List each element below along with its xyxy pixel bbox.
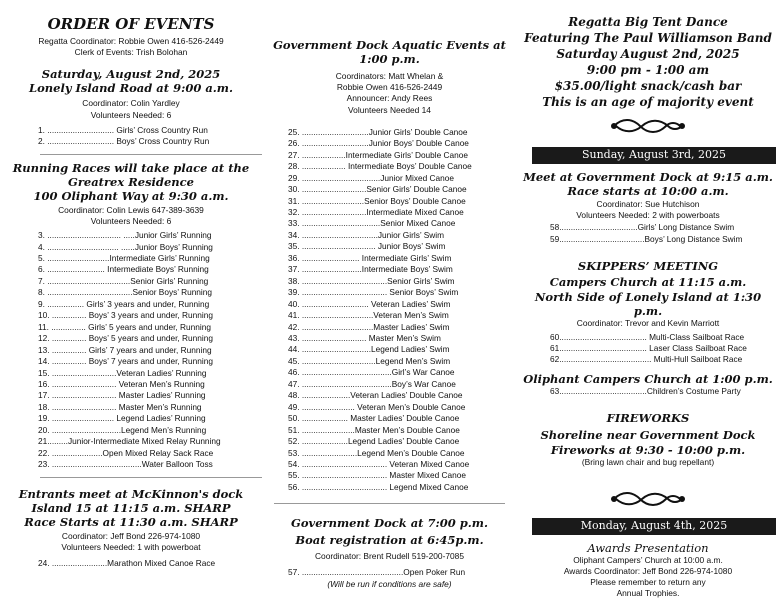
aquatic-event-list — [288, 127, 501, 494]
list-item: 58..................................Girls’ Long Distance Swim — [550, 222, 735, 233]
list-item: 36. ......................... Intermediate Girls’ Swim — [288, 252, 452, 263]
list-item: 41. ...............................Veteran Men’s Swim — [288, 310, 449, 321]
list-item: 8. .....................................Senior Boys’ Running — [38, 287, 212, 298]
list-item: 57. ............................................Open Poker Run — [288, 566, 466, 577]
list-item: 23. .......................................Water Balloon Toss — [38, 459, 213, 470]
list-item: 14. ............... Boys’ 7 years and under, Running — [38, 356, 213, 367]
list-item: 19. ........................... Legend Ladies’ Running — [38, 413, 206, 424]
regatta-coordinator: Regatta Coordinator: Robbie Owen 416-526-2449 — [38, 36, 224, 46]
aquatic-announcer: Announcer: Andy Rees — [346, 93, 433, 104]
mckinnon-volunteers: Volunteers Needed: 1 with powerboat — [61, 541, 201, 552]
list-item: 45. ................................Legend Men’s Swim — [288, 355, 451, 366]
oliphant-title: Oliphant Campers Church at 1:00 p.m. — [523, 371, 773, 386]
list-item: 56. ..................................... Legend Mixed Canoe — [288, 481, 469, 492]
list-item: 50. .................... Master Ladies’ Double Canoe — [288, 413, 460, 424]
list-item: 1. ............................. Girls’ Cross Country Run — [38, 124, 208, 135]
list-item: 53. ........................Legend Men’s Double Canoe — [288, 447, 465, 458]
swim-event-list — [550, 222, 770, 245]
list-item: 63......................................Children’s Costume Party — [550, 385, 741, 396]
list-item: 39. ..................................... Senior Boys’ Swim — [288, 287, 459, 298]
list-item: 27. ...................Intermediate Girls’ Double Canoe — [288, 149, 468, 160]
mckinnon-event-list — [38, 558, 248, 569]
running-time: 100 Oliphant Way at 9:30 a.m. — [33, 188, 229, 203]
list-item: 49. ....................... Veteran Men’s Double Canoe — [288, 401, 466, 412]
fireworks-line2: Fireworks at 9:30 - 10:00 p.m. — [550, 443, 746, 458]
list-item: 40. ............................. Veteran Ladies’ Swim — [288, 298, 451, 309]
sail-event-list — [550, 332, 770, 366]
dance-line2: Featuring The Paul Williamson Band — [524, 31, 772, 45]
awards-line3: Please remember to return any — [590, 576, 706, 587]
list-item: 2. ............................. Boys’ Cross Country Run — [38, 136, 210, 147]
skippers-line2: North Side of Lonely Island at 1:30 p.m. — [534, 290, 762, 319]
list-item: 61...................................... Laser Class Sailboat Race — [550, 342, 747, 353]
evening-title: Government Dock at 7:00 p.m. — [291, 516, 488, 531]
skippers-title: SKIPPERS’ MEETING — [577, 259, 719, 274]
awards-line4: Annual Trophies. — [616, 588, 680, 599]
dance-line6: This is an age of majority event — [542, 95, 754, 109]
list-item: 13. ............... Girls’ 7 years and under, Running — [38, 344, 212, 355]
skippers-coordinator: Coordinator: Trevor and Kevin Marriott — [576, 318, 720, 329]
list-item: 30. ............................Senior Girls’ Double Canoe — [288, 184, 467, 195]
dance-line3: Saturday August 2nd, 2025 — [556, 47, 740, 61]
evening-note: (Will be run if conditions are safe) — [327, 578, 452, 589]
list-item: 26. .............................Junior Boys’ Double Canoe — [288, 138, 469, 149]
section-divider — [40, 477, 262, 478]
list-item: 54. ..................................... Veteran Mixed Canoe — [288, 458, 470, 469]
list-item: 32. ............................Intermediate Mixed Canoe — [288, 206, 464, 217]
list-item: 55. ..................................... Master Mixed Canoe — [288, 470, 466, 481]
list-item: 12. ............... Boys’ 5 years and under, Running — [38, 333, 213, 344]
list-item: 7. ....................................Senior Girls’ Running — [38, 275, 209, 286]
list-item: 16. ............................ Veteran Men’s Running — [38, 379, 205, 390]
list-item: 62........................................ Multi-Hull Sailboat Race — [550, 354, 743, 365]
column-dance-sunday-monday — [520, 0, 776, 599]
mckinnon-title-line3: Race Starts at 11:30 a.m. SHARP — [24, 514, 238, 529]
list-item: 47. .......................................Boy’s War Canoe — [288, 378, 456, 389]
lonely-event-list — [38, 125, 248, 148]
order-of-events-title: ORDER OF EVENTS — [47, 15, 215, 33]
scroll-ornament-icon — [520, 116, 776, 141]
list-item: 15. ............................Veteran Ladies’ Running — [38, 367, 207, 378]
mckinnon-title-line2: Island 15 at 11:15 a.m. SHARP — [31, 500, 231, 515]
aquatic-coordinators-line1: Coordinators: Matt Whelan & — [335, 71, 444, 81]
section-divider — [274, 503, 505, 504]
list-item: 28. ................... Intermediate Boys’ Double Canoe — [288, 161, 472, 172]
awards-line2: Awards Coordinator: Jeff Bond 226-974-1080 — [563, 565, 733, 576]
list-item: 48. .....................Veteran Ladies’ Double Canoe — [288, 390, 463, 401]
mckinnon-title-line1: Entrants meet at McKinnon's dock — [18, 486, 244, 501]
list-item: 37. ..........................Intermediate Boys’ Swim — [288, 264, 453, 275]
running-event-list — [38, 230, 248, 471]
list-item: 9. ................ Girls’ 3 years and under, Running — [38, 298, 210, 309]
list-item: 46. .......................................Girl’s War Canoe — [288, 367, 455, 378]
running-coordinator: Coordinator: Colin Lewis 647-389-3639 — [58, 204, 204, 215]
list-item: 24. ........................Marathon Mixed Canoe Race — [38, 558, 216, 569]
list-item: 20. ..............................Legend Men’s Running — [38, 424, 207, 435]
lonely-volunteers: Volunteers Needed: 6 — [90, 109, 172, 120]
list-item: 3. ................................ .....Junior Girls’ Running — [38, 230, 212, 241]
list-item: 43. ............................ Master Men’s Swim — [288, 332, 441, 343]
list-item: 34. .................................Junior Girls’ Swim — [288, 229, 444, 240]
list-item: 5. ...........................Intermediate Girls’ Running — [38, 253, 210, 264]
aquatic-volunteers: Volunteers Needed 14 — [348, 104, 431, 115]
list-item: 52. ....................Legend Ladies’ Double Canoe — [288, 436, 460, 447]
list-item: 51. .......................Master Men’s Double Canoe — [288, 424, 460, 435]
evening-registration: Boat registration at 6:45p.m. — [295, 533, 484, 548]
list-item: 18. ............................ Master Men’s Running — [38, 401, 202, 412]
lonely-island-heading: Lonely Island Road at 9:00 a.m. — [29, 81, 233, 96]
column-government-dock — [268, 0, 511, 590]
list-item: 17. ............................ Master Ladies’ Running — [38, 390, 206, 401]
list-item: 42. ...............................Master Ladies’ Swim — [288, 321, 450, 332]
list-item: 38. .....................................Senior Girls’ Swim — [288, 275, 455, 286]
list-item: 25. .............................Junior Girls’ Double Canoe — [288, 126, 468, 137]
lonely-coordinator: Coordinator: Colin Yardley — [82, 98, 180, 109]
clerk-of-events: Clerk of Events: Trish Bolohan — [74, 47, 188, 58]
dance-line5: $35.00/light snack/cash bar — [554, 79, 742, 93]
fireworks-title: FIREWORKS — [606, 411, 690, 426]
list-item: 31. ...........................Senior Boys’ Double Canoe — [288, 195, 466, 206]
list-item: 11. ............... Girls’ 5 years and under, Running — [38, 321, 211, 332]
sunday-volunteers: Volunteers Needed: 2 with powerboats — [576, 210, 720, 221]
scroll-ornament-icon — [520, 489, 776, 514]
aquatic-events-title: Government Dock Aquatic Events at 1:00 p.m. — [273, 38, 506, 66]
running-volunteers: Volunteers Needed: 6 — [90, 215, 172, 226]
skippers-line1: Campers Church at 11:15 a.m. — [549, 275, 747, 290]
fireworks-note: (Bring lawn chair and bug repellant) — [581, 457, 715, 468]
aquatic-coordinators-line2: Robbie Owen 416-526-2449 — [336, 82, 443, 93]
list-item: 35. ................................ Junior Boys’ Swim — [288, 241, 446, 252]
saturday-date: Saturday, August 2nd, 2025 — [41, 67, 221, 82]
list-item: 6. ......................... Intermediate Boys’ Running — [38, 264, 209, 275]
oliphant-event-list — [550, 386, 770, 397]
list-item: 33. ..................................Senior Mixed Canoe — [288, 218, 456, 229]
sunday-date-bar: Sunday, August 3rd, 2025 — [532, 147, 776, 164]
awards-title: Awards Presentation — [587, 540, 709, 555]
awards-line1: Oliphant Campers’ Church at 10:00 a.m. — [573, 554, 723, 565]
section-divider — [40, 154, 262, 155]
evening-event-list — [288, 567, 501, 578]
evening-coordinator: Coordinator: Brent Rudell 519-200-7085 — [315, 551, 464, 562]
monday-date-bar: Monday, August 4th, 2025 — [532, 518, 776, 535]
sunday-coordinator: Coordinator: Sue Hutchison — [596, 199, 700, 209]
list-item: 22. ......................Open Mixed Relay Sack Race — [38, 447, 214, 458]
column-saturday-morning — [0, 0, 262, 570]
list-item: 60...................................... Multi-Class Sailboat Race — [550, 331, 745, 342]
list-item: 10. ............... Boys’ 3 years and under, Running — [38, 310, 213, 321]
mckinnon-coordinator: Coordinator: Jeff Bond 226-974-1080 — [61, 530, 201, 541]
list-item: 59.....................................Boys’ Long Distance Swim — [550, 233, 743, 244]
sunday-start: Race starts at 10:00 a.m. — [567, 184, 729, 198]
list-item: 44. ..............................Legend Ladies’ Swim — [288, 344, 450, 355]
dance-line1: Regatta Big Tent Dance — [568, 15, 728, 29]
fireworks-line1: Shoreline near Government Dock — [540, 428, 756, 443]
dance-line4: 9:00 pm - 1:00 am — [586, 63, 710, 77]
list-item: 21.........Junior-Intermediate Mixed Relay Running — [38, 436, 221, 447]
list-item: 29. ..................................Junior Mixed Canoe — [288, 172, 455, 183]
sunday-meet: Meet at Government Dock at 9:15 a.m. — [523, 170, 773, 184]
list-item: 4. ............................... ......Junior Boys’ Running — [38, 241, 213, 252]
running-title-line2: Greatrex Residence — [68, 174, 194, 189]
running-title-line1: Running Races will take place at the — [12, 160, 250, 175]
